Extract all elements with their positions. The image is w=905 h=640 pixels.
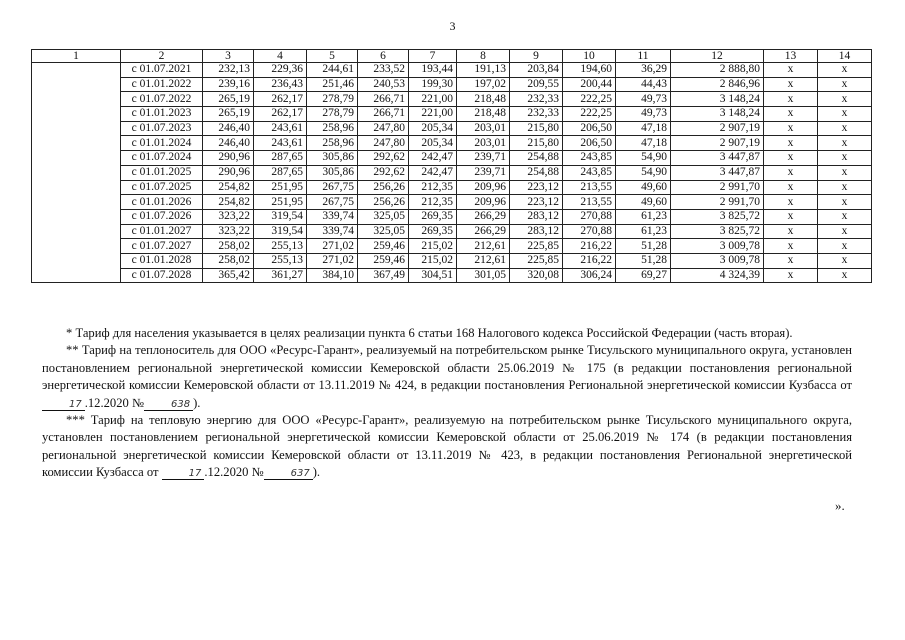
date-cell: с 01.01.2025 (121, 165, 203, 180)
value-cell: 270,88 (563, 224, 616, 239)
value-cell: 3 825,72 (671, 224, 764, 239)
value-cell: 361,27 (254, 268, 307, 283)
value-cell: 365,42 (203, 268, 254, 283)
value-cell: 232,33 (510, 92, 563, 107)
value-cell: 278,79 (307, 107, 358, 122)
date-cell: с 01.01.2024 (121, 136, 203, 151)
value-cell: 254,88 (510, 165, 563, 180)
value-cell: 251,95 (254, 195, 307, 210)
value-cell: 301,05 (457, 268, 510, 283)
value-cell: 256,26 (358, 180, 409, 195)
value-cell: 197,02 (457, 77, 510, 92)
value-cell: 258,02 (203, 253, 254, 268)
value-cell: 258,96 (307, 121, 358, 136)
value-cell: х (764, 136, 818, 151)
value-cell: 49,60 (616, 195, 671, 210)
value-cell: 269,35 (409, 224, 457, 239)
footnote-2-text: ** Тариф на теплоноситель для ООО «Ресурс-Гарант», реализуемый на потребительском рынке Тисульского муниципального округа, установлен постановлением региональной энергетической комиссии Кемеровской области 25.06.2019 № 175 (в редакции постановления региональной энергетической комиссии Кемеровской области от 13.11.2019 № 424, в редакции постановления Региональной энергетической комиссии Кузбасса от (42, 343, 852, 393)
value-cell: 212,35 (409, 195, 457, 210)
value-cell: 267,75 (307, 195, 358, 210)
table-row (32, 151, 872, 166)
table-body (32, 50, 872, 283)
value-cell: х (764, 209, 818, 224)
table-row (32, 63, 872, 78)
handwritten-number: 637 (264, 468, 313, 480)
value-cell: 49,60 (616, 180, 671, 195)
value-cell: 287,65 (254, 151, 307, 166)
date-cell: с 01.07.2026 (121, 209, 203, 224)
value-cell: 203,84 (510, 63, 563, 78)
value-cell: 283,12 (510, 209, 563, 224)
value-cell: х (818, 239, 872, 254)
value-cell: 239,16 (203, 77, 254, 92)
value-cell: 200,44 (563, 77, 616, 92)
table-row (32, 195, 872, 210)
date-cell: с 01.07.2021 (121, 63, 203, 78)
value-cell: х (764, 165, 818, 180)
date-cell: с 01.07.2028 (121, 268, 203, 283)
value-cell: 44,43 (616, 77, 671, 92)
value-cell: 325,05 (358, 209, 409, 224)
footnotes (42, 325, 852, 482)
value-cell: 267,75 (307, 180, 358, 195)
value-cell: 323,22 (203, 209, 254, 224)
value-cell: 232,13 (203, 63, 254, 78)
value-cell: 269,35 (409, 209, 457, 224)
value-cell: 213,55 (563, 180, 616, 195)
date-cell: с 01.01.2027 (121, 224, 203, 239)
value-cell: 47,18 (616, 136, 671, 151)
value-cell: 61,23 (616, 209, 671, 224)
value-cell: 203,01 (457, 121, 510, 136)
value-cell: 215,02 (409, 253, 457, 268)
value-cell: х (818, 151, 872, 166)
value-cell: 304,51 (409, 268, 457, 283)
value-cell: 266,71 (358, 92, 409, 107)
header-cell: 3 (203, 50, 254, 63)
header-cell: 7 (409, 50, 457, 63)
value-cell: 270,88 (563, 209, 616, 224)
row-group-cell (32, 63, 121, 283)
value-cell: 2 991,70 (671, 180, 764, 195)
value-cell: 243,61 (254, 121, 307, 136)
value-cell: 265,19 (203, 92, 254, 107)
value-cell: 258,02 (203, 239, 254, 254)
value-cell: 2 991,70 (671, 195, 764, 210)
value-cell: 49,73 (616, 92, 671, 107)
value-cell: 265,19 (203, 107, 254, 122)
value-cell: 51,28 (616, 253, 671, 268)
value-cell: 36,29 (616, 63, 671, 78)
value-cell: 225,85 (510, 239, 563, 254)
header-cell: 2 (121, 50, 203, 63)
value-cell: 3 825,72 (671, 209, 764, 224)
value-cell: 222,25 (563, 107, 616, 122)
value-cell: 212,61 (457, 239, 510, 254)
value-cell: 243,85 (563, 151, 616, 166)
value-cell: 54,90 (616, 151, 671, 166)
value-cell: 216,22 (563, 239, 616, 254)
value-cell: х (764, 107, 818, 122)
value-cell: х (764, 92, 818, 107)
handwritten-day: 17 (42, 399, 85, 411)
value-cell: х (818, 121, 872, 136)
value-cell: 271,02 (307, 239, 358, 254)
value-cell: 3 009,78 (671, 253, 764, 268)
handwritten-number: 638 (144, 399, 193, 411)
value-cell: 215,80 (510, 136, 563, 151)
value-cell: 221,00 (409, 107, 457, 122)
value-cell: х (764, 195, 818, 210)
value-cell: х (764, 253, 818, 268)
value-cell: 292,62 (358, 165, 409, 180)
value-cell: 325,05 (358, 224, 409, 239)
value-cell: 292,62 (358, 151, 409, 166)
value-cell: 212,61 (457, 253, 510, 268)
value-cell: 51,28 (616, 239, 671, 254)
value-cell: 306,24 (563, 268, 616, 283)
date-cell: с 01.01.2022 (121, 77, 203, 92)
value-cell: 262,17 (254, 92, 307, 107)
value-cell: 290,96 (203, 165, 254, 180)
value-cell: 229,36 (254, 63, 307, 78)
value-cell: 203,01 (457, 136, 510, 151)
value-cell: 223,12 (510, 180, 563, 195)
value-cell: 47,18 (616, 121, 671, 136)
value-cell: 242,47 (409, 151, 457, 166)
value-cell: 266,29 (457, 224, 510, 239)
value-cell: 218,48 (457, 107, 510, 122)
value-cell: 283,12 (510, 224, 563, 239)
date-cell: с 01.07.2027 (121, 239, 203, 254)
value-cell: х (818, 77, 872, 92)
value-cell: 259,46 (358, 253, 409, 268)
value-cell: 233,52 (358, 63, 409, 78)
footnote-2 (42, 342, 852, 412)
value-cell: 243,85 (563, 165, 616, 180)
value-cell: 251,46 (307, 77, 358, 92)
value-cell: 323,22 (203, 224, 254, 239)
footnote-2-date: .12.2020 № (84, 395, 144, 410)
value-cell: 254,82 (203, 195, 254, 210)
value-cell: 254,88 (510, 151, 563, 166)
footnote-3-date: .12.2020 № (204, 465, 264, 480)
value-cell: х (818, 224, 872, 239)
value-cell: 54,90 (616, 165, 671, 180)
value-cell: х (818, 165, 872, 180)
value-cell: х (818, 195, 872, 210)
value-cell: 3 148,24 (671, 92, 764, 107)
value-cell: 206,50 (563, 136, 616, 151)
value-cell: 213,55 (563, 195, 616, 210)
table-header-row (32, 50, 872, 63)
closing-quote: ». (835, 498, 845, 513)
value-cell: 232,33 (510, 107, 563, 122)
date-cell: с 01.07.2025 (121, 180, 203, 195)
handwritten-day: 17 (162, 468, 205, 480)
header-cell: 5 (307, 50, 358, 63)
table-row (32, 121, 872, 136)
value-cell: 256,26 (358, 195, 409, 210)
value-cell: 255,13 (254, 239, 307, 254)
value-cell: 255,13 (254, 253, 307, 268)
value-cell: х (764, 63, 818, 78)
table-row (32, 209, 872, 224)
table-row (32, 136, 872, 151)
value-cell: 191,13 (457, 63, 510, 78)
value-cell: 254,82 (203, 180, 254, 195)
value-cell: 209,55 (510, 77, 563, 92)
value-cell: х (818, 92, 872, 107)
value-cell: 305,86 (307, 151, 358, 166)
value-cell: 240,53 (358, 77, 409, 92)
value-cell: х (764, 239, 818, 254)
value-cell: 271,02 (307, 253, 358, 268)
table-row (32, 92, 872, 107)
value-cell: 209,96 (457, 180, 510, 195)
table-row (32, 77, 872, 92)
table-row (32, 268, 872, 283)
value-cell: 194,60 (563, 63, 616, 78)
value-cell: х (818, 180, 872, 195)
table-row (32, 253, 872, 268)
value-cell: 339,74 (307, 209, 358, 224)
value-cell: 367,49 (358, 268, 409, 283)
value-cell: 287,65 (254, 165, 307, 180)
date-cell: с 01.01.2026 (121, 195, 203, 210)
date-cell: с 01.07.2024 (121, 151, 203, 166)
footnote-3-end: ). (312, 465, 321, 480)
value-cell: 259,46 (358, 239, 409, 254)
value-cell: 3 447,87 (671, 165, 764, 180)
value-cell: 193,44 (409, 63, 457, 78)
footnote-1: * Тариф для населения указывается в целях реализации пункта 6 статьи 168 Налогового кодекса Российской Федерации (часть вторая). (66, 326, 793, 340)
header-cell: 9 (510, 50, 563, 63)
value-cell: х (764, 180, 818, 195)
value-cell: 61,23 (616, 224, 671, 239)
value-cell: 247,80 (358, 121, 409, 136)
header-cell: 14 (818, 50, 872, 63)
value-cell: 2 907,19 (671, 121, 764, 136)
value-cell: 2 907,19 (671, 136, 764, 151)
header-cell: 13 (764, 50, 818, 63)
table-row (32, 165, 872, 180)
value-cell: 246,40 (203, 136, 254, 151)
value-cell: 223,12 (510, 195, 563, 210)
value-cell: 339,74 (307, 224, 358, 239)
value-cell: 239,71 (457, 165, 510, 180)
value-cell: 221,00 (409, 92, 457, 107)
value-cell: х (764, 224, 818, 239)
value-cell: 384,10 (307, 268, 358, 283)
value-cell: 290,96 (203, 151, 254, 166)
table-row (32, 180, 872, 195)
value-cell: х (818, 253, 872, 268)
value-cell: 205,34 (409, 136, 457, 151)
table-row (32, 107, 872, 122)
value-cell: 278,79 (307, 92, 358, 107)
value-cell: х (764, 268, 818, 283)
value-cell: 199,30 (409, 77, 457, 92)
header-cell: 6 (358, 50, 409, 63)
value-cell: 49,73 (616, 107, 671, 122)
tariff-table (31, 49, 872, 283)
footnote-3-text: *** Тариф на тепловую энергию для ООО «Ресурс-Гарант», реализуемую на потребительском рынке Тисульского муниципального округа, установлен постановлением региональной энергетической комиссии Кемеровской области от 25.06.2019 № 174 (в редакции постановления региональной энергетической комиссии Кемеровской области от 13.11.2019 № 423, в редакции постановления Региональной энергетической комиссии Кузбасса от (42, 413, 852, 480)
value-cell: 225,85 (510, 253, 563, 268)
value-cell: 4 324,39 (671, 268, 764, 283)
footnote-3 (42, 412, 852, 482)
header-cell: 4 (254, 50, 307, 63)
value-cell: х (764, 121, 818, 136)
value-cell: 236,43 (254, 77, 307, 92)
value-cell: 3 009,78 (671, 239, 764, 254)
value-cell: 212,35 (409, 180, 457, 195)
value-cell: 247,80 (358, 136, 409, 151)
value-cell: 3 148,24 (671, 107, 764, 122)
header-cell: 10 (563, 50, 616, 63)
table-row (32, 239, 872, 254)
value-cell: 2 846,96 (671, 77, 764, 92)
value-cell: 239,71 (457, 151, 510, 166)
date-cell: с 01.07.2022 (121, 92, 203, 107)
value-cell: 258,96 (307, 136, 358, 151)
value-cell: 218,48 (457, 92, 510, 107)
value-cell: х (764, 151, 818, 166)
value-cell: 215,80 (510, 121, 563, 136)
value-cell: 320,08 (510, 268, 563, 283)
value-cell: 251,95 (254, 180, 307, 195)
value-cell: 319,54 (254, 209, 307, 224)
value-cell: х (818, 268, 872, 283)
value-cell: 2 888,80 (671, 63, 764, 78)
value-cell: 216,22 (563, 253, 616, 268)
header-cell: 11 (616, 50, 671, 63)
value-cell: 244,61 (307, 63, 358, 78)
date-cell: с 01.07.2023 (121, 121, 203, 136)
value-cell: 262,17 (254, 107, 307, 122)
table-row (32, 224, 872, 239)
value-cell: 3 447,87 (671, 151, 764, 166)
value-cell: 243,61 (254, 136, 307, 151)
value-cell: х (764, 77, 818, 92)
value-cell: х (818, 63, 872, 78)
value-cell: 222,25 (563, 92, 616, 107)
value-cell: 209,96 (457, 195, 510, 210)
value-cell: х (818, 209, 872, 224)
header-cell: 1 (32, 50, 121, 63)
footnote-2-end: ). (193, 395, 201, 410)
value-cell: 206,50 (563, 121, 616, 136)
value-cell: х (818, 107, 872, 122)
value-cell: 69,27 (616, 268, 671, 283)
page-number: 3 (449, 19, 456, 33)
value-cell: 266,71 (358, 107, 409, 122)
date-cell: с 01.01.2028 (121, 253, 203, 268)
value-cell: 242,47 (409, 165, 457, 180)
value-cell: 319,54 (254, 224, 307, 239)
value-cell: 246,40 (203, 121, 254, 136)
value-cell: х (818, 136, 872, 151)
value-cell: 205,34 (409, 121, 457, 136)
date-cell: с 01.01.2023 (121, 107, 203, 122)
value-cell: 215,02 (409, 239, 457, 254)
header-cell: 12 (671, 50, 764, 63)
value-cell: 305,86 (307, 165, 358, 180)
header-cell: 8 (457, 50, 510, 63)
value-cell: 266,29 (457, 209, 510, 224)
